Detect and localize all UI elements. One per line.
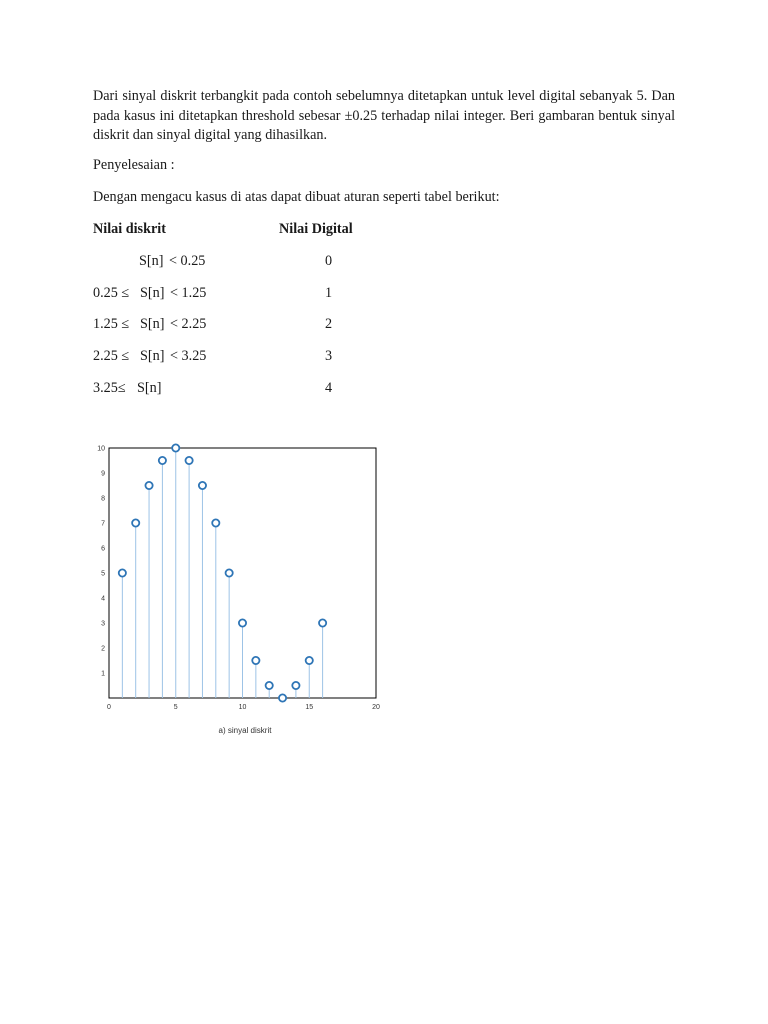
digital-value: 3 [325, 348, 333, 364]
data-point [132, 519, 139, 526]
condition-variable: S[n] [139, 253, 164, 269]
digital-value: 4 [325, 380, 333, 396]
condition-variable: S[n] [140, 348, 165, 364]
data-point [212, 519, 219, 526]
y-tick-label: 10 [97, 445, 105, 453]
data-point [279, 694, 286, 701]
lead-text: Dengan mengacu kasus di atas dapat dibuat aturan seperti tabel berikut: [93, 189, 500, 205]
y-tick-label: 6 [101, 545, 105, 553]
digital-value: 0 [325, 253, 333, 269]
table-row [93, 378, 493, 398]
x-tick-label: 20 [372, 704, 380, 711]
data-point [226, 569, 233, 576]
data-point [199, 482, 206, 489]
condition-suffix: < 2.25 [170, 316, 207, 332]
chart-caption: a) sinyal diskrit [218, 726, 272, 735]
data-point [319, 619, 326, 626]
condition-prefix: 3.25≤ [93, 380, 126, 396]
condition-variable: S[n] [137, 380, 162, 396]
header-nilai-digital: Nilai Digital [279, 221, 353, 237]
header-nilai-diskrit: Nilai diskrit [93, 221, 166, 237]
y-tick-label: 8 [101, 495, 105, 503]
intro-line-2: 5. Dan pada kasus ini ditetapkan threshold sebesar ±0.25 terhadap nilai integer. Beri [93, 88, 676, 124]
condition-variable: S[n] [140, 316, 165, 332]
data-point [252, 657, 259, 664]
y-tick-label: 1 [101, 670, 105, 678]
y-tick-label: 5 [101, 570, 105, 578]
condition-prefix: 0.25 ≤ [93, 285, 130, 301]
table-row [93, 283, 493, 303]
intro-line-1: Dari sinyal diskrit terbangkit pada contoh sebelumnya ditetapkan untuk level digital sebanyak [93, 88, 633, 104]
x-tick-label: 5 [173, 704, 178, 711]
condition-suffix: < 0.25 [169, 253, 206, 269]
y-tick-label: 4 [101, 595, 105, 603]
data-point [186, 457, 193, 464]
y-tick-label: 3 [101, 620, 105, 628]
digital-value: 1 [325, 285, 333, 301]
solution-label: Penyelesaian : [93, 157, 175, 173]
data-point [266, 682, 273, 689]
data-point [172, 444, 179, 451]
chart-plot-area [97, 444, 380, 711]
condition-prefix: 2.25 ≤ [93, 348, 130, 364]
x-tick-label: 0 [107, 704, 111, 711]
data-point [119, 569, 126, 576]
intro-paragraph [93, 87, 675, 146]
data-point [292, 682, 299, 689]
x-tick-label: 10 [238, 704, 247, 711]
data-point [159, 457, 166, 464]
y-tick-label: 9 [101, 470, 105, 478]
data-point [306, 657, 313, 664]
condition-variable: S[n] [140, 285, 165, 301]
y-tick-label: 2 [101, 645, 105, 653]
table-row [93, 346, 493, 366]
condition-prefix: 1.25 ≤ [93, 316, 130, 332]
table-row [93, 251, 493, 271]
intro-line-3: gambaran bentuk sinyal diskrit dan sinyal digital yang dihasilkan. [93, 107, 676, 143]
discrete-signal-chart [90, 438, 390, 738]
data-point [145, 482, 152, 489]
condition-suffix: < 1.25 [170, 285, 207, 301]
table-row [93, 314, 493, 334]
condition-suffix: < 3.25 [170, 348, 207, 364]
x-tick-label: 15 [305, 704, 314, 711]
digital-value: 2 [325, 316, 333, 332]
data-point [239, 619, 246, 626]
table-header [93, 219, 493, 239]
y-tick-label: 7 [101, 520, 105, 528]
